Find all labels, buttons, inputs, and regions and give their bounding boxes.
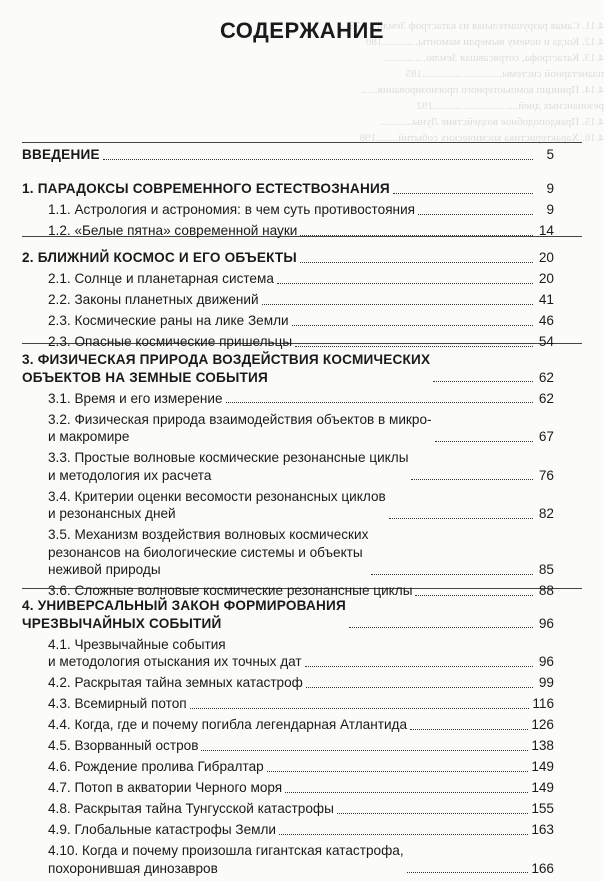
toc-subentry-title: 4.5. Взорванный остров	[48, 738, 199, 753]
toc-subentry-title: 1.1. Астрология и астрономия: в чем суть противостояния	[48, 202, 416, 217]
toc-subentry-title: 4.2. Раскрытая тайна земных катастроф	[48, 675, 303, 690]
dot-leader	[295, 346, 533, 347]
ghost-line: резонансных дней...............................192	[416, 100, 604, 112]
dot-leader	[226, 402, 533, 403]
toc-subentry-page: 88	[538, 583, 554, 598]
toc-subentry[interactable]	[22, 716, 554, 734]
toc-entry[interactable]	[22, 597, 554, 632]
dot-leader	[279, 834, 528, 835]
toc-subentry-title: 1.2. «Белые пятна» современной науки	[48, 223, 298, 238]
toc-subentry[interactable]	[22, 695, 554, 713]
toc-subentry-title: 3.4. Критерии оценки весомости резонансных циклов и резонансных дней	[48, 488, 386, 521]
toc-subentry[interactable]	[22, 312, 554, 330]
toc-entry-title: 3. ФИЗИЧЕСКАЯ ПРИРОДА ВОЗДЕЙСТВИЯ КОСМИЧЕСКИХ ОБЪЕКТОВ НА ЗЕМНЫЕ СОБЫТИЯ	[22, 352, 431, 385]
dot-leader	[262, 304, 533, 305]
toc-subentry-page: 41	[538, 292, 554, 307]
dot-leader	[407, 872, 529, 873]
dot-leader	[393, 193, 533, 194]
toc-subentry-page: 138	[531, 738, 554, 753]
toc-subentry[interactable]	[22, 674, 554, 692]
toc-subentry-page: 149	[531, 759, 554, 774]
ghost-line: 4.11. Самая разрушительная из катастроф Земли....175	[349, 20, 604, 32]
toc-section-1	[22, 180, 554, 243]
toc-subentry[interactable]	[22, 291, 554, 309]
dot-leader	[306, 687, 533, 688]
dot-leader	[103, 159, 533, 160]
dot-leader	[300, 235, 533, 236]
toc-subentry-title: 2.3. Космические раны на лике Земли	[48, 313, 289, 328]
ghost-line: 4.15. Правдоподобное воздействие Луны............	[379, 116, 604, 128]
ghost-line: 4.14. Принцип компьютерного прогнозирования......	[361, 84, 604, 96]
toc-entry-page: 9	[546, 181, 554, 196]
dot-leader	[267, 771, 529, 772]
toc-subentry-page: 82	[538, 506, 554, 521]
toc-subentry[interactable]	[22, 411, 554, 446]
dot-leader	[305, 666, 533, 667]
toc-subentry-title: 4.6. Рождение пролива Гибралтар	[48, 759, 264, 774]
toc-subentry-page: 96	[538, 654, 554, 669]
toc-subentry[interactable]	[22, 488, 554, 523]
dot-leader	[371, 574, 533, 575]
toc-subentry[interactable]	[22, 821, 554, 839]
toc-subentry-page: 76	[538, 467, 554, 483]
toc-section-4	[22, 597, 554, 881]
page-title: СОДЕРЖАНИЕ	[219, 18, 385, 43]
toc-entry-title: 4. УНИВЕРСАЛЬНЫЙ ЗАКОН ФОРМИРОВАНИЯ ЧРЕЗВЫЧАЙНЫХ СОБЫТИЙ	[22, 598, 346, 631]
toc-subentry-title: 3.6. Сложные волновые космические резонансные циклы	[48, 583, 413, 598]
toc-subentry-title: 4.10. Когда и почему произошла гигантская катастрофа, похоронившая динозавров	[48, 843, 404, 876]
toc-subentry-page: 46	[538, 313, 554, 328]
toc-entry-page: 62	[538, 369, 554, 385]
toc-subentry[interactable]	[22, 636, 554, 671]
toc-entry[interactable]	[22, 351, 554, 386]
toc-subentry-title: 3.2. Физическая природа взаимодействия объектов в микро- и макромире	[48, 411, 432, 444]
toc-subentry-page: 163	[531, 822, 554, 837]
toc-subentry[interactable]	[22, 333, 554, 351]
toc-subentry[interactable]	[22, 737, 554, 755]
toc-subentry-title: 4.7. Потоп в акватории Черного моря	[48, 780, 283, 795]
toc-entry-page: 96	[538, 615, 554, 631]
toc-subentry[interactable]	[22, 449, 554, 484]
dot-leader	[300, 262, 533, 263]
toc-subentry-page: 99	[538, 675, 554, 690]
dot-leader	[410, 729, 528, 730]
toc-subentry-title: 3.5. Механизм воздействия волновых космических резонансов на биологические системы и объекты неживой природы	[48, 527, 369, 577]
toc-subentry-page: 62	[538, 390, 554, 406]
toc-subentry-title: 4.9. Глобальные катастрофы Земли	[48, 822, 277, 837]
dot-leader	[285, 792, 528, 793]
toc-subentry-page: 116	[532, 696, 554, 711]
toc-subentry-title: 2.2. Законы планетных движений	[48, 292, 259, 307]
toc-entry-title: 2. БЛИЖНИЙ КОСМОС И ЕГО ОБЪЕКТЫ	[22, 250, 297, 265]
toc-subentry-page: 67	[538, 429, 554, 444]
toc-section-3	[22, 351, 554, 603]
toc-section-intro	[22, 146, 554, 167]
toc-subentry-page: 126	[531, 717, 554, 732]
ghost-line: 4.13. Катастрофа, сотрясавшая Землю...............	[384, 52, 604, 64]
toc-subentry[interactable]	[22, 222, 554, 240]
toc-subentry-title: 3.1. Время и его измерение	[48, 390, 223, 406]
toc-subentry-title: 4.4. Когда, где и почему погибла легендарная Атлантида	[48, 717, 408, 732]
toc-entry[interactable]	[22, 180, 554, 198]
toc-subentry[interactable]	[22, 390, 554, 408]
toc-subentry-page: 9	[546, 202, 554, 217]
toc-subentry-page: 14	[538, 223, 554, 238]
toc-subentry[interactable]	[22, 526, 554, 579]
toc-subentry-page: 20	[538, 271, 554, 286]
toc-subentry-title: 2.3. Опасные космические пришельцы	[48, 334, 293, 349]
toc-entry-title: 1. ПАРАДОКСЫ СОВРЕМЕННОГО ЕСТЕСТВОЗНАНИЯ	[22, 181, 390, 196]
ghost-line: 4.12. Когда и почему вымерли мамонты.............180	[365, 36, 604, 48]
dot-leader	[433, 381, 533, 382]
dot-leader	[292, 325, 533, 326]
toc-entry-title: ВВЕДЕНИЕ	[22, 147, 100, 162]
toc-subentry-page: 166	[531, 860, 554, 876]
dot-leader	[190, 708, 530, 709]
toc-subentry-title: 4.3. Всемирный потоп	[48, 696, 187, 711]
toc-subentry[interactable]	[22, 779, 554, 797]
toc-subentry-page: 54	[538, 334, 554, 349]
toc-subentry[interactable]	[22, 842, 554, 877]
toc-entry[interactable]	[22, 249, 554, 267]
dot-leader	[337, 813, 528, 814]
separator-line	[22, 142, 582, 143]
toc-subentry[interactable]	[22, 270, 554, 288]
toc-subentry-page: 149	[531, 780, 554, 795]
dot-leader	[411, 479, 533, 480]
dot-leader	[435, 441, 533, 442]
toc-subentry[interactable]	[22, 758, 554, 776]
dot-leader	[415, 595, 533, 596]
toc-subentry[interactable]	[22, 800, 554, 818]
dot-leader	[349, 627, 533, 628]
ghost-line: планетарной системы.............................185	[405, 68, 604, 80]
toc-subentry-title: 3.3. Простые волновые космические резонансные циклы и методология их расчета	[48, 450, 409, 483]
toc-subentry-page: 155	[531, 801, 554, 816]
toc-section-2	[22, 249, 554, 354]
dot-leader	[418, 214, 533, 215]
dot-leader	[277, 283, 533, 284]
toc-entry-page: 5	[546, 147, 554, 162]
toc-entry-page: 20	[538, 250, 554, 265]
ghost-line: 4.16. Характеристика космических событий........198	[359, 132, 604, 144]
dot-leader	[389, 518, 533, 519]
toc-subentry[interactable]	[22, 201, 554, 219]
dot-leader	[201, 750, 528, 751]
toc-entry[interactable]	[22, 146, 554, 164]
toc-subentry-page: 85	[538, 562, 554, 577]
toc-subentry-title: 2.1. Солнце и планетарная система	[48, 271, 274, 286]
toc-subentry-title: 4.1. Чрезвычайные события и методология отыскания их точных дат	[48, 636, 302, 669]
toc-subentry-title: 4.8. Раскрытая тайна Тунгусской катастрофы	[48, 801, 334, 816]
